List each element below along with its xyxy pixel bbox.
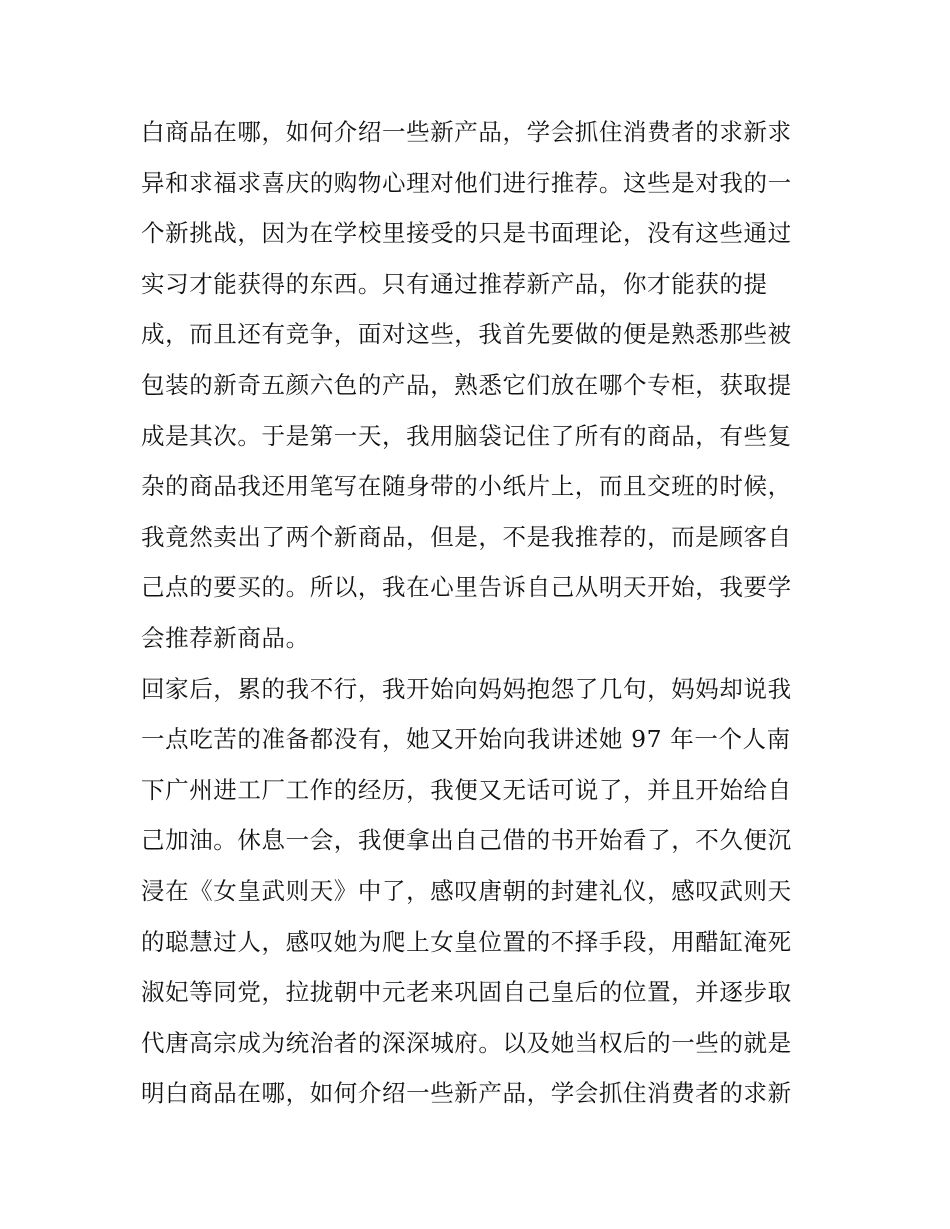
text-line: 白商品在哪，如何介绍一些新产品，学会抓住消费者的求新求 xyxy=(141,118,792,146)
text-line: 个新挑战，因为在学校里接受的只是书面理论，没有这些通过 xyxy=(141,219,792,248)
text-line: 一点吃苦的准备都没有，她又开始向我讲述她 97 年一个人南 xyxy=(141,725,791,754)
text-line: 回家后，累的我不行，我开始向妈妈抱怨了几句，妈妈却说我 xyxy=(141,674,792,703)
text-line: 异和求福求喜庆的购物心理对他们进行推荐。这些是对我的一 xyxy=(141,168,792,197)
text-line: 下广州进工厂工作的经历，我便又无话可说了，并且开始给自 xyxy=(141,775,792,804)
text-line: 成是其次。于是第一天，我用脑袋记住了所有的商品，有些复 xyxy=(141,421,792,450)
text-line: 代唐高宗成为统治者的深深城府。以及她当权后的一些的就是 xyxy=(141,1028,792,1057)
text-line: 己加油。休息一会，我便拿出自己借的书开始看了，不久便沉 xyxy=(141,826,792,855)
text-line: 明白商品在哪，如何介绍一些新产品，学会抓住消费者的求新 xyxy=(141,1079,792,1108)
text-line: 成，而且还有竞争，面对这些，我首先要做的便是熟悉那些被 xyxy=(141,320,792,349)
text-line: 淑妃等同党，拉拢朝中元老来巩固自己皇后的位置，并逐步取 xyxy=(141,978,792,1007)
text-line: 杂的商品我还用笔写在随身带的小纸片上，而且交班的时候， xyxy=(141,472,792,501)
text-line: 实习才能获得的东西。只有通过推荐新产品，你才能获的提 xyxy=(141,269,768,298)
text-line: 浸在《女皇武则天》中了，感叹唐朝的封建礼仪，感叹武则天 xyxy=(141,876,792,905)
text-line: 会推荐新商品。 xyxy=(141,623,310,652)
text-line: 我竟然卖出了两个新商品，但是，不是我推荐的，而是顾客自 xyxy=(141,522,792,551)
body-text xyxy=(141,107,817,1119)
text-line: 己点的要买的。所以，我在心里告诉自己从明天开始，我要学 xyxy=(141,573,792,602)
text-line: 的聪慧过人，感叹她为爬上女皇位置的不择手段，用醋缸淹死 xyxy=(141,927,792,956)
text-line: 包装的新奇五颜六色的产品，熟悉它们放在哪个专柜，获取提 xyxy=(141,370,792,399)
